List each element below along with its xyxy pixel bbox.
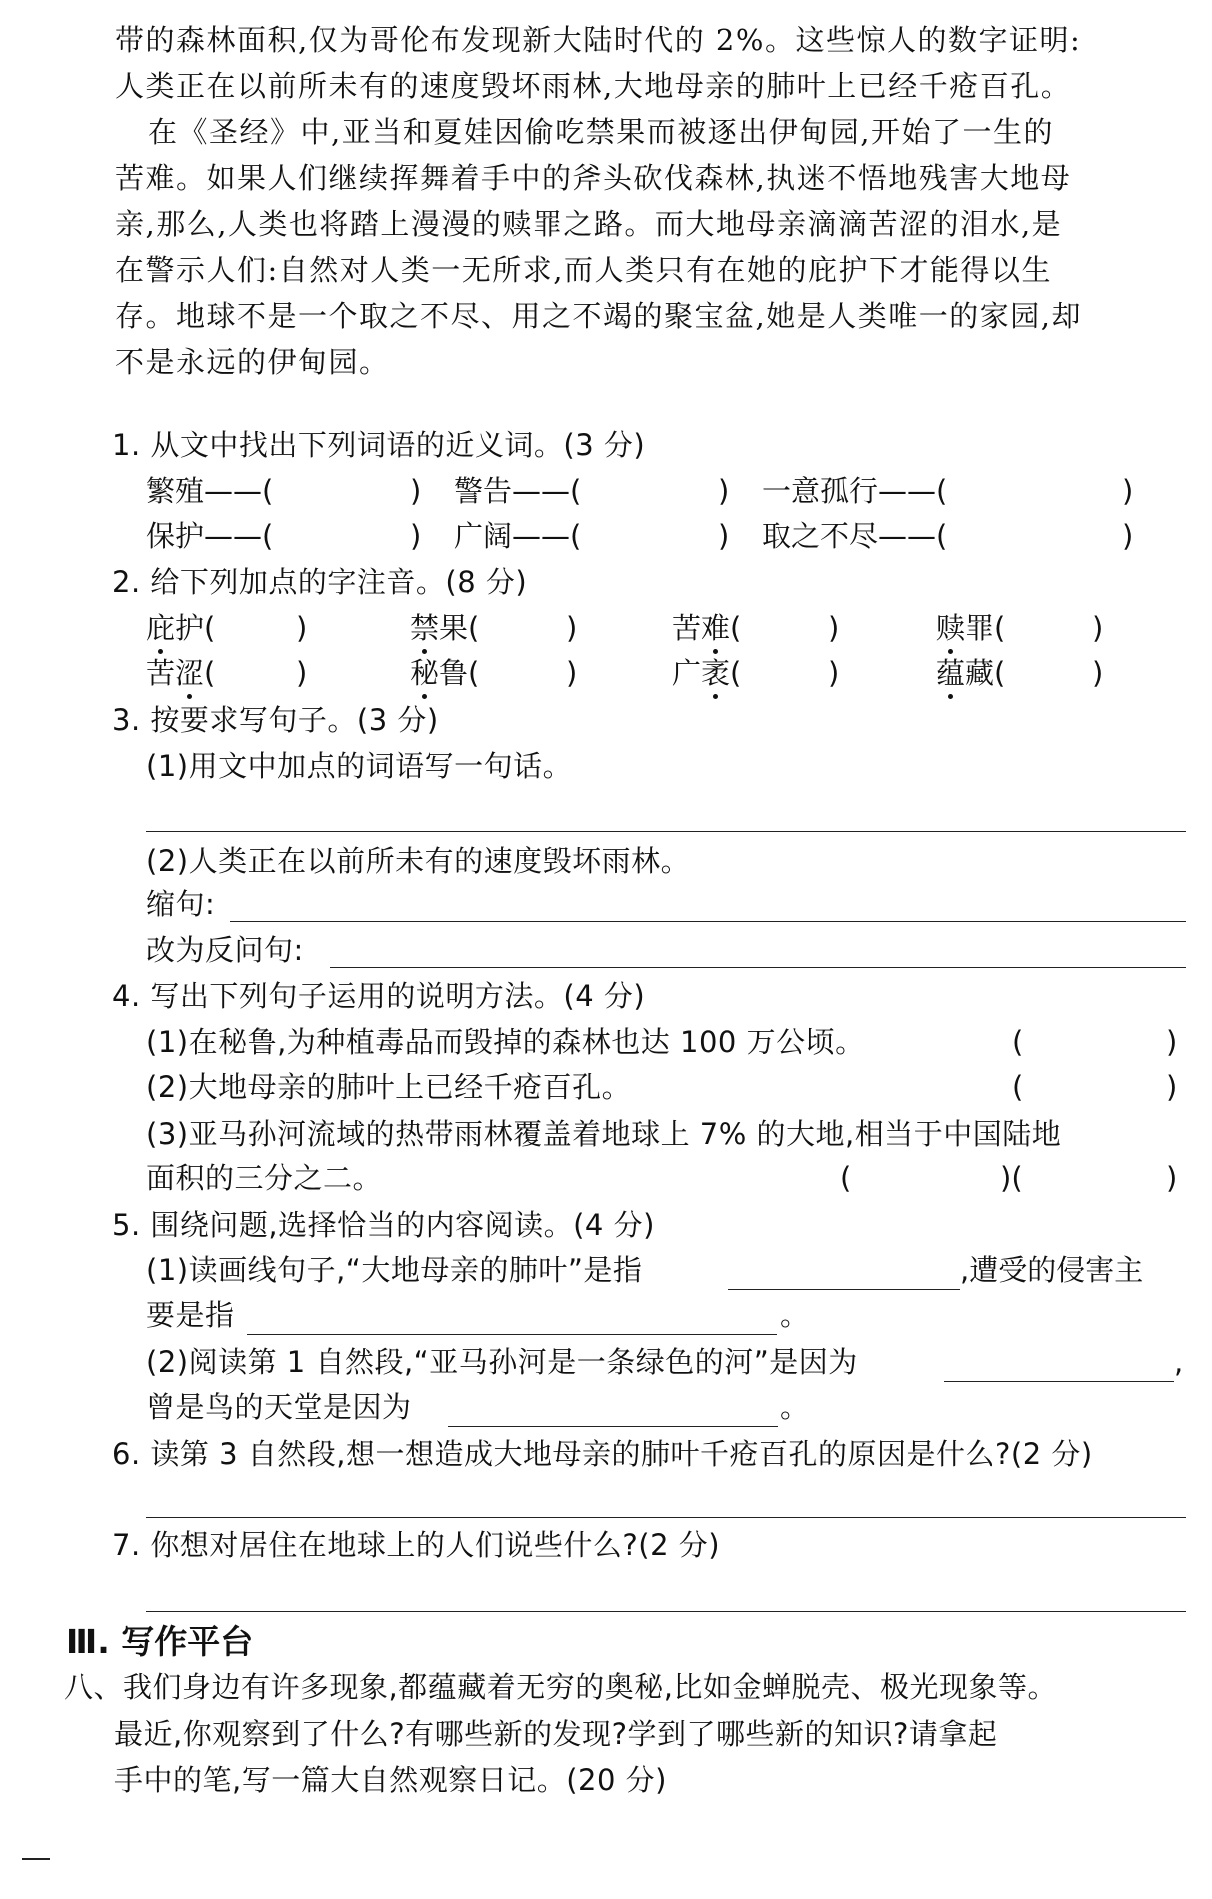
answer-paren-close: ) xyxy=(1122,519,1134,553)
passage-line: 在《圣经》中,亚当和夏娃因偷吃禁果而被逐出伊甸园,开始了一生的 xyxy=(148,115,1054,149)
answer-paren-close: ) xyxy=(566,611,578,645)
dotted-char: 禁 xyxy=(410,608,439,648)
question-title: 5. 围绕问题,选择恰当的内容阅读。(4 分) xyxy=(112,1208,655,1242)
pinyin-item xyxy=(410,653,479,693)
answer-paren-close: ) xyxy=(566,656,578,690)
pinyin-item-pre: 广 xyxy=(672,656,702,690)
pinyin-item-rest: 果( xyxy=(439,611,480,645)
question-title: 3. 按要求写句子。(3 分) xyxy=(112,703,439,737)
writing-prompt-line: 最近,你观察到了什么?有哪些新的发现?学到了哪些新的知识?请拿起 xyxy=(114,1717,998,1751)
pinyin-item xyxy=(672,608,741,648)
pinyin-item xyxy=(410,608,479,648)
subquestion-text: ,遭受的侵害主 xyxy=(960,1253,1144,1287)
field-label: 缩句: xyxy=(146,887,216,921)
dotted-char: 袤 xyxy=(701,653,730,693)
pinyin-item-rest: 藏( xyxy=(965,656,1006,690)
answer-paren-close: ) xyxy=(718,519,730,553)
subquestion: (2)大地母亲的肺叶上已经千疮百孔。 xyxy=(146,1070,632,1104)
answer-paren-close: ) xyxy=(296,611,308,645)
period: 。 xyxy=(780,1298,810,1332)
answer-paren-open: ( xyxy=(1012,1025,1024,1059)
answer-line[interactable] xyxy=(146,831,1186,832)
subquestion-cont: 面积的三分之二。 xyxy=(146,1161,383,1195)
passage-line: 在警示人们:自然对人类一无所求,而人类只有在她的庇护下才能得以生 xyxy=(115,253,1052,287)
pinyin-item-pre: 苦 xyxy=(672,611,702,645)
subquestion: (1)用文中加点的词语写一句话。 xyxy=(146,749,573,783)
answer-paren-close: ) xyxy=(718,474,730,508)
synonym-item: 保护——( xyxy=(146,519,274,553)
pinyin-item-rest: 护( xyxy=(175,611,216,645)
answer-paren-open: ( xyxy=(840,1161,852,1195)
question-title: 6. 读第 3 自然段,想一想造成大地母亲的肺叶千疮百孔的原因是什么?(2 分) xyxy=(112,1437,1093,1471)
section-heading: Ⅲ. 写作平台 xyxy=(66,1622,254,1661)
answer-paren-close: ) xyxy=(828,611,840,645)
answer-blank[interactable] xyxy=(944,1381,1174,1382)
pinyin-item xyxy=(146,653,215,693)
subquestion-cont: 曾是鸟的天堂是因为 xyxy=(146,1390,412,1424)
rhetorical-answer-line[interactable] xyxy=(330,967,1186,968)
answer-paren-close: ) xyxy=(296,656,308,690)
dotted-char: 蕴 xyxy=(936,653,965,693)
shorten-answer-line[interactable] xyxy=(230,921,1186,922)
answer-paren-close: ) xyxy=(1166,1070,1178,1104)
answer-blank[interactable] xyxy=(247,1334,777,1335)
passage-line: 亲,那么,人类也将踏上漫漫的赎罪之路。而大地母亲滴滴苦涩的泪水,是 xyxy=(115,207,1063,241)
question-title: 4. 写出下列句子运用的说明方法。(4 分) xyxy=(112,979,646,1013)
question-title: 2. 给下列加点的字注音。(8 分) xyxy=(112,565,528,599)
synonym-item: 一意孤行——( xyxy=(762,474,948,508)
answer-line[interactable] xyxy=(146,1517,1186,1518)
synonym-item: 繁殖——( xyxy=(146,474,274,508)
question-title: 7. 你想对居住在地球上的人们说些什么?(2 分) xyxy=(112,1528,721,1562)
writing-prompt-line: 八、我们身边有许多现象,都蕴藏着无穷的奥秘,比如金蝉脱壳、极光现象等。 xyxy=(64,1670,1057,1704)
answer-paren-open: ( xyxy=(1012,1070,1024,1104)
answer-paren-close: ) xyxy=(1166,1025,1178,1059)
subquestion: (3)亚马孙河流域的热带雨林覆盖着地球上 7% 的大地,相当于中国陆地 xyxy=(146,1117,1062,1151)
passage-line: 不是永远的伊甸园。 xyxy=(115,345,390,379)
dotted-char: 庇 xyxy=(146,608,175,648)
dotted-char: 秘 xyxy=(410,653,439,693)
writing-prompt-line: 手中的笔,写一篇大自然观察日记。(20 分) xyxy=(114,1763,667,1797)
answer-blank[interactable] xyxy=(728,1289,960,1290)
pinyin-item-rest: ( xyxy=(204,656,216,690)
answer-paren-close: ) xyxy=(1092,656,1104,690)
answer-paren-double: )( xyxy=(1000,1161,1023,1195)
passage-line: 存。地球不是一个取之不尽、用之不竭的聚宝盆,她是人类唯一的家园,却 xyxy=(115,299,1082,333)
passage-line: 苦难。如果人们继续挥舞着手中的斧头砍伐森林,执迷不悟地残害大地母 xyxy=(115,161,1072,195)
answer-blank[interactable] xyxy=(448,1426,778,1427)
pinyin-item xyxy=(146,608,215,648)
answer-paren-close: ) xyxy=(410,519,422,553)
synonym-item: 广阔——( xyxy=(454,519,582,553)
synonym-item: 取之不尽——( xyxy=(762,519,948,553)
pinyin-item-rest: ( xyxy=(730,656,742,690)
pinyin-item xyxy=(936,653,1005,693)
subquestion: (2)人类正在以前所未有的速度毁坏雨林。 xyxy=(146,844,691,878)
period: 。 xyxy=(780,1390,810,1424)
page-marker-dash xyxy=(22,1858,50,1860)
subquestion-cont: 要是指 xyxy=(146,1298,235,1332)
dotted-char: 难 xyxy=(701,608,730,648)
pinyin-item-rest: 罪( xyxy=(965,611,1006,645)
answer-paren-close: ) xyxy=(828,656,840,690)
dotted-char: 赎 xyxy=(936,608,965,648)
field-label: 改为反问句: xyxy=(146,933,304,967)
comma: , xyxy=(1174,1345,1184,1379)
question-title: 1. 从文中找出下列词语的近义词。(3 分) xyxy=(112,428,646,462)
subquestion: (1)在秘鲁,为种植毒品而毁掉的森林也达 100 万公顷。 xyxy=(146,1025,865,1059)
dotted-char: 涩 xyxy=(175,653,204,693)
answer-paren-close: ) xyxy=(1092,611,1104,645)
answer-paren-close: ) xyxy=(410,474,422,508)
answer-paren-close: ) xyxy=(1166,1161,1178,1195)
pinyin-item xyxy=(672,653,741,693)
passage-line: 带的森林面积,仅为哥伦布发现新大陆时代的 2%。这些惊人的数字证明: xyxy=(115,23,1082,57)
pinyin-item-rest: ( xyxy=(730,611,742,645)
pinyin-item-pre: 苦 xyxy=(146,656,176,690)
subquestion: (1)读画线句子,“大地母亲的肺叶”是指 xyxy=(146,1253,643,1287)
pinyin-item-rest: 鲁( xyxy=(439,656,480,690)
answer-paren-close: ) xyxy=(1122,474,1134,508)
synonym-item: 警告——( xyxy=(454,474,582,508)
subquestion: (2)阅读第 1 自然段,“亚马孙河是一条绿色的河”是因为 xyxy=(146,1345,858,1379)
pinyin-item xyxy=(936,608,1005,648)
passage-line: 人类正在以前所未有的速度毁坏雨林,大地母亲的肺叶上已经千疮百孔。 xyxy=(115,69,1072,103)
answer-line[interactable] xyxy=(146,1611,1186,1612)
